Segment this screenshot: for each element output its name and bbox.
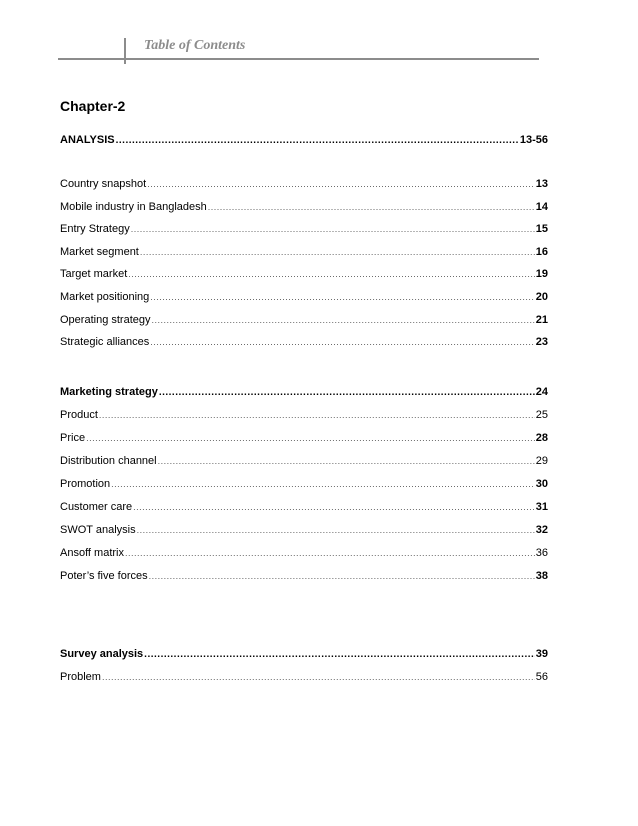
toc-entry-customer-care[interactable] xyxy=(60,499,548,515)
toc-entry-label: Product xyxy=(60,409,98,421)
toc-entry-marketing-strategy[interactable] xyxy=(60,384,548,400)
toc-entry-page: 25 xyxy=(535,409,548,421)
toc-entry-page: 31 xyxy=(535,501,548,513)
toc-entry-page: 24 xyxy=(535,386,548,398)
toc-entry-page: 13-56 xyxy=(519,134,548,146)
toc-leader xyxy=(125,545,535,561)
toc-entry-page: 30 xyxy=(535,478,548,490)
toc-leader xyxy=(133,499,535,515)
toc-leader xyxy=(144,647,535,663)
toc-leader xyxy=(140,244,535,260)
toc-entry-page: 32 xyxy=(535,524,548,536)
toc-entry-label: Target market xyxy=(60,268,128,280)
toc-leader xyxy=(152,312,535,328)
toc-entry-label: Mobile industry in Bangladesh xyxy=(60,201,207,213)
toc-entry-label: Customer care xyxy=(60,501,133,513)
toc-entry-label: Marketing strategy xyxy=(60,386,158,398)
toc-entry-label: Promotion xyxy=(60,478,111,490)
header-rule xyxy=(58,58,539,60)
toc-entry-operating-strategy[interactable] xyxy=(60,312,548,328)
toc-entry-promotion[interactable] xyxy=(60,476,548,492)
toc-entry-label: Market segment xyxy=(60,246,139,258)
toc-entry-ansoff-matrix[interactable] xyxy=(60,545,548,561)
toc-entry-page: 36 xyxy=(535,547,548,559)
header-vertical-bar xyxy=(124,38,126,64)
toc-entry-label: Price xyxy=(60,432,86,444)
toc-entry-price[interactable] xyxy=(60,430,548,446)
toc-entry-entry-strategy[interactable] xyxy=(60,221,548,237)
toc-entry-page: 19 xyxy=(535,268,548,280)
toc-entry-page: 28 xyxy=(535,432,548,444)
toc-entry-market-positioning[interactable] xyxy=(60,289,548,305)
toc-entry-page: 39 xyxy=(535,648,548,660)
toc-entry-label: ANALYSIS xyxy=(60,134,115,146)
toc-entry-five-forces[interactable] xyxy=(60,568,548,584)
toc-leader xyxy=(159,385,535,401)
toc-entry-strategic-alliances[interactable] xyxy=(60,334,548,350)
toc-entry-country-snapshot[interactable] xyxy=(60,176,548,192)
header-title: Table of Contents xyxy=(144,38,246,53)
toc-entry-page: 14 xyxy=(535,201,548,213)
toc-entry-page: 56 xyxy=(535,671,548,683)
toc-entry-label: Strategic alliances xyxy=(60,336,150,348)
toc-entry-label: Distribution channel xyxy=(60,455,157,467)
toc-leader xyxy=(208,199,535,215)
toc-leader xyxy=(128,266,535,282)
page-header xyxy=(58,34,539,62)
toc-entry-distribution-channel[interactable] xyxy=(60,453,548,469)
toc-entry-swot-analysis[interactable] xyxy=(60,522,548,538)
toc-leader xyxy=(131,221,535,237)
toc-entry-label: Market positioning xyxy=(60,291,150,303)
toc-entry-analysis[interactable] xyxy=(60,132,548,148)
toc-leader xyxy=(102,669,535,685)
toc-entry-page: 15 xyxy=(535,223,548,235)
toc-entry-page: 21 xyxy=(535,314,548,326)
toc-entry-problem[interactable] xyxy=(60,669,548,685)
toc-entry-label: Problem xyxy=(60,671,101,683)
toc-leader xyxy=(150,334,534,350)
toc-leader xyxy=(116,133,519,149)
chapter-title: Chapter-2 xyxy=(60,98,126,114)
toc-entry-label: Country snapshot xyxy=(60,178,147,190)
toc-entry-market-segment[interactable] xyxy=(60,244,548,260)
toc-entry-page: 29 xyxy=(535,455,548,467)
toc-entry-target-market[interactable] xyxy=(60,266,548,282)
toc-leader xyxy=(137,522,535,538)
toc-leader xyxy=(150,289,534,305)
toc-leader xyxy=(147,176,535,192)
toc-leader xyxy=(149,568,535,584)
toc-entry-label: Poter’s five forces xyxy=(60,570,148,582)
toc-leader xyxy=(111,476,535,492)
toc-entry-label: SWOT analysis xyxy=(60,524,136,536)
toc-entry-product[interactable] xyxy=(60,407,548,423)
toc-entry-page: 20 xyxy=(535,291,548,303)
toc-entry-page: 16 xyxy=(535,246,548,258)
toc-entry-page: 38 xyxy=(535,570,548,582)
toc-entry-survey-analysis[interactable] xyxy=(60,646,548,662)
toc-entry-page: 23 xyxy=(535,336,548,348)
toc-entry-label: Operating strategy xyxy=(60,314,151,326)
toc-leader xyxy=(158,453,535,469)
toc-entry-page: 13 xyxy=(535,178,548,190)
toc-entry-mobile-industry[interactable] xyxy=(60,199,548,215)
toc-leader xyxy=(99,407,535,423)
toc-entry-label: Ansoff matrix xyxy=(60,547,124,559)
toc-entry-label: Entry Strategy xyxy=(60,223,130,235)
toc-leader xyxy=(86,430,535,446)
toc-entry-label: Survey analysis xyxy=(60,648,144,660)
